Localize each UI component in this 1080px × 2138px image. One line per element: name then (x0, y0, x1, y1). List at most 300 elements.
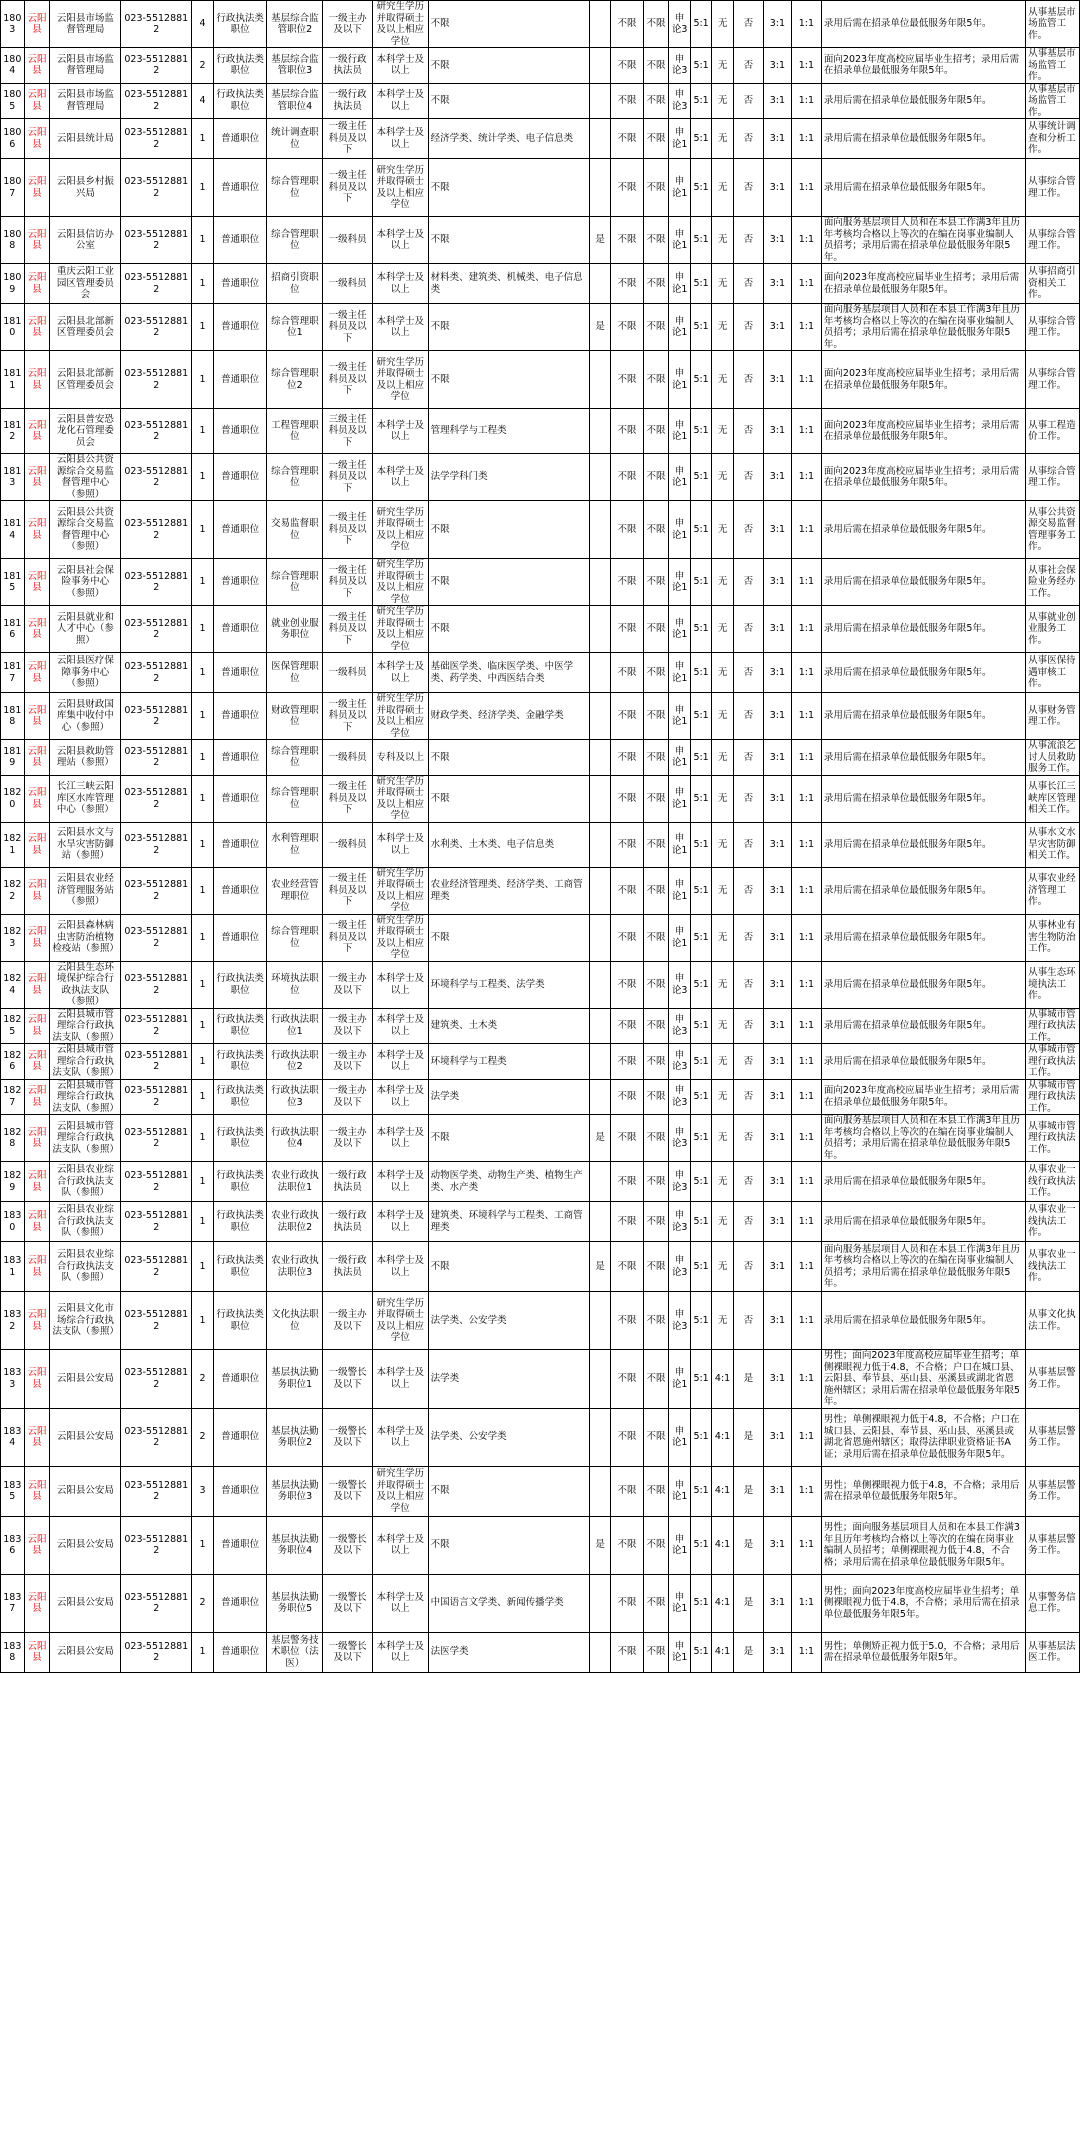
cell-physical-test: 否 (733, 693, 763, 740)
cell-quota: 1 (192, 1162, 213, 1202)
cell-county: 云阳县 (24, 653, 50, 693)
cell-post-level: 一级科员 (323, 822, 372, 867)
cell-post-name: 综合管理职位 (267, 740, 323, 776)
cell-post-category: 普通职位 (213, 1632, 267, 1672)
table-row (1, 351, 1080, 409)
cell-remarks: 录用后需在招录单位最低服务年限5年。 (821, 693, 1025, 740)
cell-remarks: 面向服务基层项目人员和在本县工作满3年且历年考核均合格以上等次的在编在岗事业编制人员招考；录用后需在招录单位最低服务年限5年。 (821, 304, 1025, 351)
cell-politics: 不限 (611, 264, 643, 304)
cell-post-category: 行政执法类职位 (213, 961, 267, 1008)
cell-major: 法学类、公安学类 (428, 1292, 589, 1350)
cell-politics: 不限 (611, 217, 643, 264)
cell-politics: 不限 (611, 961, 643, 1008)
cell-unit: 云阳县公安局 (50, 1516, 121, 1574)
cell-exam: 申论3 (669, 48, 690, 84)
cell-row-id: 1809 (1, 264, 25, 304)
cell-hire-ratio: 1:1 (791, 1242, 821, 1292)
cell-phone: 023-55128812 (121, 1632, 192, 1672)
cell-physical-test: 否 (733, 409, 763, 454)
cell-unit: 云阳县水文与水旱灾害防御站（参照） (50, 822, 121, 867)
cell-grassroots (589, 1, 610, 48)
cell-hire-ratio: 1:1 (791, 48, 821, 84)
cell-post-name: 综合管理职位 (267, 454, 323, 501)
cell-physical-test: 否 (733, 961, 763, 1008)
cell-physical-ratio: 4:1 (712, 1574, 733, 1632)
cell-row-id: 1817 (1, 653, 25, 693)
cell-post-level: 一级主任科员及以下 (323, 454, 372, 501)
table-row (1, 1350, 1080, 1409)
cell-quota: 1 (192, 1202, 213, 1242)
cell-post-level: 一级主任科员及以下 (323, 501, 372, 559)
table-row (1, 217, 1080, 264)
cell-physical-test: 否 (733, 1044, 763, 1080)
cell-remarks: 录用后需在招录单位最低服务年限5年。 (821, 1292, 1025, 1350)
cell-unit: 云阳县就业和人才中心（参照） (50, 606, 121, 653)
cell-major: 不限 (428, 217, 589, 264)
cell-post-level: 一级主办及以下 (323, 1115, 372, 1162)
cell-row-id: 1825 (1, 1008, 25, 1044)
cell-politics: 不限 (611, 501, 643, 559)
cell-check-ratio: 3:1 (763, 1466, 791, 1516)
cell-row-id: 1818 (1, 693, 25, 740)
cell-post-category: 普通职位 (213, 653, 267, 693)
cell-post-name: 行政执法职位3 (267, 1079, 323, 1115)
cell-experience: 不限 (643, 1466, 669, 1516)
cell-hire-ratio: 1:1 (791, 501, 821, 559)
cell-county: 云阳县 (24, 1162, 50, 1202)
cell-hire-ratio: 1:1 (791, 1044, 821, 1080)
cell-row-id: 1814 (1, 501, 25, 559)
cell-grassroots (589, 119, 610, 159)
cell-experience: 不限 (643, 867, 669, 914)
cell-duties: 从事基层警务工作。 (1026, 1350, 1080, 1409)
cell-physical-ratio: 4:1 (712, 1516, 733, 1574)
cell-education: 本科学士及以上 (372, 1350, 428, 1409)
cell-physical-test: 是 (733, 1408, 763, 1466)
table-row (1, 1292, 1080, 1350)
cell-post-level: 一级主任科员及以下 (323, 559, 372, 606)
cell-unit: 云阳县城市管理综合行政执法支队（参照） (50, 1008, 121, 1044)
cell-politics: 不限 (611, 1115, 643, 1162)
cell-exam: 申论1 (669, 606, 690, 653)
cell-check-ratio: 3:1 (763, 409, 791, 454)
cell-politics: 不限 (611, 1008, 643, 1044)
cell-quota: 1 (192, 867, 213, 914)
cell-interview-ratio: 5:1 (690, 606, 711, 653)
cell-county: 云阳县 (24, 159, 50, 217)
cell-unit: 云阳县市场监督管理局 (50, 83, 121, 119)
table-row (1, 1632, 1080, 1672)
cell-politics: 不限 (611, 1079, 643, 1115)
cell-hire-ratio: 1:1 (791, 159, 821, 217)
cell-physical-test: 否 (733, 1, 763, 48)
cell-check-ratio: 3:1 (763, 501, 791, 559)
cell-grassroots (589, 48, 610, 84)
cell-phone: 023-55128812 (121, 740, 192, 776)
cell-grassroots (589, 693, 610, 740)
cell-major: 不限 (428, 1242, 589, 1292)
cell-post-level: 一级行政执法员 (323, 83, 372, 119)
cell-phone: 023-55128812 (121, 559, 192, 606)
cell-interview-ratio: 5:1 (690, 775, 711, 822)
cell-quota: 1 (192, 653, 213, 693)
cell-education: 本科学士及以上 (372, 83, 428, 119)
cell-duties: 从事基层警务工作。 (1026, 1516, 1080, 1574)
table-row (1, 501, 1080, 559)
cell-remarks: 男性；面向服务基层项目人员和在本县工作满3年且历年考核均合格以上等次的在编在岗事业编制人员招考；单侧裸眼视力低于4.8，不合格；录用后需在招录单位最低服务年限5年。 (821, 1516, 1025, 1574)
cell-unit: 云阳县公安局 (50, 1350, 121, 1409)
cell-county: 云阳县 (24, 1008, 50, 1044)
cell-phone: 023-55128812 (121, 159, 192, 217)
cell-exam: 申论1 (669, 1466, 690, 1516)
cell-county: 云阳县 (24, 961, 50, 1008)
table-row (1, 653, 1080, 693)
cell-physical-ratio: 无 (712, 822, 733, 867)
cell-duties: 从事城市管理行政执法工作。 (1026, 1079, 1080, 1115)
cell-row-id: 1807 (1, 159, 25, 217)
cell-quota: 2 (192, 1350, 213, 1409)
cell-physical-ratio: 无 (712, 119, 733, 159)
cell-quota: 1 (192, 501, 213, 559)
cell-remarks: 男性；单侧裸眼视力低于4.8，不合格；户口在城口县、云阳县、奉节县、巫山县、巫溪县或湖北省恩施州辖区；取得法律职业资格证书A证；录用后需在招录单位最低服务年限5年。 (821, 1408, 1025, 1466)
cell-unit: 云阳县普安恐龙化石管理委员会 (50, 409, 121, 454)
cell-physical-ratio: 无 (712, 1292, 733, 1350)
cell-experience: 不限 (643, 501, 669, 559)
cell-grassroots (589, 1162, 610, 1202)
cell-physical-ratio: 无 (712, 409, 733, 454)
cell-post-level: 一级主任科员及以下 (323, 159, 372, 217)
cell-duties: 从事生态环境执法工作。 (1026, 961, 1080, 1008)
cell-experience: 不限 (643, 83, 669, 119)
cell-unit: 云阳县公安局 (50, 1632, 121, 1672)
table-row (1, 740, 1080, 776)
cell-major: 建筑类、环境科学与工程类、工商管理类 (428, 1202, 589, 1242)
cell-check-ratio: 3:1 (763, 1, 791, 48)
cell-physical-ratio: 4:1 (712, 1632, 733, 1672)
cell-duties: 从事基层市场监管工作。 (1026, 48, 1080, 84)
cell-physical-ratio: 无 (712, 775, 733, 822)
cell-post-level: 一级警长及以下 (323, 1466, 372, 1516)
cell-interview-ratio: 5:1 (690, 1044, 711, 1080)
cell-politics: 不限 (611, 559, 643, 606)
cell-duties: 从事文化执法工作。 (1026, 1292, 1080, 1350)
cell-quota: 1 (192, 693, 213, 740)
cell-post-category: 普通职位 (213, 1408, 267, 1466)
table-row (1, 1008, 1080, 1044)
cell-quota: 2 (192, 48, 213, 84)
cell-grassroots (589, 83, 610, 119)
cell-phone: 023-55128812 (121, 1292, 192, 1350)
cell-interview-ratio: 5:1 (690, 1292, 711, 1350)
cell-quota: 3 (192, 1466, 213, 1516)
cell-post-name: 行政执法职位2 (267, 1044, 323, 1080)
cell-post-category: 行政执法类职位 (213, 1115, 267, 1162)
cell-experience: 不限 (643, 1079, 669, 1115)
cell-post-name: 工程管理职位 (267, 409, 323, 454)
cell-county: 云阳县 (24, 1044, 50, 1080)
cell-major: 不限 (428, 1115, 589, 1162)
table-row (1, 83, 1080, 119)
cell-county: 云阳县 (24, 1079, 50, 1115)
cell-interview-ratio: 5:1 (690, 867, 711, 914)
cell-post-name: 基层综合监管职位2 (267, 1, 323, 48)
cell-quota: 1 (192, 1115, 213, 1162)
cell-duties: 从事财务管理工作。 (1026, 693, 1080, 740)
cell-post-level: 一级主任科员及以下 (323, 606, 372, 653)
cell-physical-test: 否 (733, 1202, 763, 1242)
cell-county: 云阳县 (24, 1115, 50, 1162)
cell-physical-ratio: 无 (712, 159, 733, 217)
cell-phone: 023-55128812 (121, 1044, 192, 1080)
cell-post-name: 综合管理职位 (267, 914, 323, 961)
cell-physical-ratio: 无 (712, 501, 733, 559)
cell-county: 云阳县 (24, 454, 50, 501)
cell-interview-ratio: 5:1 (690, 1466, 711, 1516)
cell-post-name: 基层执法勤务职位4 (267, 1516, 323, 1574)
cell-post-level: 一级主任科员及以下 (323, 304, 372, 351)
cell-quota: 1 (192, 217, 213, 264)
cell-experience: 不限 (643, 914, 669, 961)
cell-county: 云阳县 (24, 1516, 50, 1574)
cell-interview-ratio: 5:1 (690, 1162, 711, 1202)
cell-post-level: 一级科员 (323, 217, 372, 264)
cell-post-category: 行政执法类职位 (213, 1, 267, 48)
cell-interview-ratio: 5:1 (690, 1350, 711, 1409)
cell-grassroots (589, 501, 610, 559)
table-row (1, 1, 1080, 48)
cell-politics: 不限 (611, 867, 643, 914)
cell-county: 云阳县 (24, 217, 50, 264)
cell-check-ratio: 3:1 (763, 119, 791, 159)
cell-county: 云阳县 (24, 1242, 50, 1292)
cell-county: 云阳县 (24, 351, 50, 409)
cell-experience: 不限 (643, 351, 669, 409)
cell-county: 云阳县 (24, 1466, 50, 1516)
cell-physical-ratio: 无 (712, 867, 733, 914)
cell-politics: 不限 (611, 454, 643, 501)
cell-check-ratio: 3:1 (763, 217, 791, 264)
cell-post-name: 农业经营管理职位 (267, 867, 323, 914)
cell-politics: 不限 (611, 409, 643, 454)
cell-row-id: 1835 (1, 1466, 25, 1516)
cell-interview-ratio: 5:1 (690, 1008, 711, 1044)
cell-quota: 1 (192, 559, 213, 606)
cell-county: 云阳县 (24, 119, 50, 159)
cell-post-level: 一级警长及以下 (323, 1350, 372, 1409)
cell-remarks: 面向服务基层项目人员和在本县工作满3年且历年考核均合格以上等次的在编在岗事业编制人员招考；录用后需在招录单位最低服务年限5年。 (821, 1115, 1025, 1162)
cell-post-level: 一级主办及以下 (323, 1044, 372, 1080)
cell-politics: 不限 (611, 740, 643, 776)
cell-post-name: 综合管理职位1 (267, 304, 323, 351)
cell-remarks: 录用后需在招录单位最低服务年限5年。 (821, 1, 1025, 48)
cell-experience: 不限 (643, 1008, 669, 1044)
cell-quota: 4 (192, 83, 213, 119)
cell-interview-ratio: 5:1 (690, 48, 711, 84)
cell-politics: 不限 (611, 1162, 643, 1202)
cell-physical-ratio: 无 (712, 653, 733, 693)
cell-post-name: 基层执法勤务职位3 (267, 1466, 323, 1516)
cell-row-id: 1831 (1, 1242, 25, 1292)
cell-education: 本科学士及以上 (372, 1162, 428, 1202)
cell-major: 不限 (428, 48, 589, 84)
cell-education: 本科学士及以上 (372, 1044, 428, 1080)
cell-row-id: 1819 (1, 740, 25, 776)
cell-county: 云阳县 (24, 606, 50, 653)
cell-interview-ratio: 5:1 (690, 1516, 711, 1574)
table-row (1, 1044, 1080, 1080)
cell-county: 云阳县 (24, 1408, 50, 1466)
cell-grassroots: 是 (589, 1242, 610, 1292)
cell-remarks: 面向2023年度高校应届毕业生招考；录用后需在招录单位最低服务年限5年。 (821, 264, 1025, 304)
table-row (1, 454, 1080, 501)
cell-experience: 不限 (643, 48, 669, 84)
cell-major: 中国语言文学类、新闻传播学类 (428, 1574, 589, 1632)
cell-education: 本科学士及以上 (372, 653, 428, 693)
cell-exam: 申论3 (669, 83, 690, 119)
cell-remarks: 录用后需在招录单位最低服务年限5年。 (821, 740, 1025, 776)
cell-post-category: 普通职位 (213, 1574, 267, 1632)
cell-interview-ratio: 5:1 (690, 961, 711, 1008)
cell-unit: 云阳县公共资源综合交易监督管理中心（参照） (50, 501, 121, 559)
cell-row-id: 1816 (1, 606, 25, 653)
cell-major: 不限 (428, 1516, 589, 1574)
cell-check-ratio: 3:1 (763, 1242, 791, 1292)
cell-unit: 云阳县市场监督管理局 (50, 48, 121, 84)
cell-post-level: 一级警长及以下 (323, 1408, 372, 1466)
cell-grassroots (589, 1350, 610, 1409)
cell-exam: 申论1 (669, 351, 690, 409)
cell-major: 不限 (428, 83, 589, 119)
cell-politics: 不限 (611, 83, 643, 119)
cell-education: 研究生学历并取得硕士及以上相应学位 (372, 159, 428, 217)
cell-politics: 不限 (611, 693, 643, 740)
cell-post-name: 交易监督职位 (267, 501, 323, 559)
cell-physical-ratio: 无 (712, 1162, 733, 1202)
cell-post-level: 一级行政执法员 (323, 1162, 372, 1202)
cell-phone: 023-55128812 (121, 48, 192, 84)
cell-education: 本科学士及以上 (372, 264, 428, 304)
cell-physical-test: 否 (733, 119, 763, 159)
cell-duties: 从事统计调查和分析工作。 (1026, 119, 1080, 159)
cell-hire-ratio: 1:1 (791, 1408, 821, 1466)
cell-physical-test: 是 (733, 1574, 763, 1632)
cell-remarks: 男性；单侧裸眼视力低于4.8，不合格；录用后需在招录单位最低服务年限5年。 (821, 1466, 1025, 1516)
cell-hire-ratio: 1:1 (791, 1516, 821, 1574)
cell-unit: 云阳县农业综合行政执法支队（参照） (50, 1242, 121, 1292)
cell-interview-ratio: 5:1 (690, 83, 711, 119)
cell-quota: 1 (192, 409, 213, 454)
cell-check-ratio: 3:1 (763, 83, 791, 119)
cell-quota: 1 (192, 159, 213, 217)
table-row (1, 1162, 1080, 1202)
cell-check-ratio: 3:1 (763, 1408, 791, 1466)
cell-quota: 2 (192, 1574, 213, 1632)
cell-hire-ratio: 1:1 (791, 409, 821, 454)
cell-unit: 云阳县财政国库集中收付中心（参照） (50, 693, 121, 740)
cell-major: 法医学类 (428, 1632, 589, 1672)
cell-check-ratio: 3:1 (763, 606, 791, 653)
cell-row-id: 1833 (1, 1350, 25, 1409)
cell-check-ratio: 3:1 (763, 961, 791, 1008)
cell-phone: 023-55128812 (121, 1242, 192, 1292)
cell-post-name: 基层执法勤务职位2 (267, 1408, 323, 1466)
cell-quota: 1 (192, 304, 213, 351)
cell-hire-ratio: 1:1 (791, 822, 821, 867)
table-row (1, 775, 1080, 822)
cell-post-category: 普通职位 (213, 1466, 267, 1516)
cell-check-ratio: 3:1 (763, 454, 791, 501)
cell-hire-ratio: 1:1 (791, 606, 821, 653)
cell-exam: 申论1 (669, 264, 690, 304)
cell-phone: 023-55128812 (121, 822, 192, 867)
cell-row-id: 1804 (1, 48, 25, 84)
cell-unit: 云阳县城市管理综合行政执法支队（参照） (50, 1079, 121, 1115)
cell-row-id: 1812 (1, 409, 25, 454)
cell-interview-ratio: 5:1 (690, 693, 711, 740)
cell-exam: 申论3 (669, 961, 690, 1008)
table-body (1, 1, 1080, 1673)
cell-experience: 不限 (643, 217, 669, 264)
cell-politics: 不限 (611, 914, 643, 961)
cell-experience: 不限 (643, 454, 669, 501)
cell-phone: 023-55128812 (121, 1115, 192, 1162)
cell-post-level: 一级警长及以下 (323, 1516, 372, 1574)
cell-duties: 从事就业创业服务工作。 (1026, 606, 1080, 653)
cell-physical-ratio: 4:1 (712, 1350, 733, 1409)
cell-post-name: 综合管理职位 (267, 559, 323, 606)
cell-exam: 申论1 (669, 217, 690, 264)
cell-phone: 023-55128812 (121, 606, 192, 653)
cell-interview-ratio: 5:1 (690, 1574, 711, 1632)
cell-education: 研究生学历并取得硕士及以上相应学位 (372, 351, 428, 409)
cell-physical-ratio: 无 (712, 83, 733, 119)
cell-county: 云阳县 (24, 822, 50, 867)
cell-phone: 023-55128812 (121, 1466, 192, 1516)
cell-exam: 申论1 (669, 653, 690, 693)
cell-row-id: 1829 (1, 1162, 25, 1202)
cell-remarks: 录用后需在招录单位最低服务年限5年。 (821, 1044, 1025, 1080)
cell-physical-ratio: 无 (712, 1079, 733, 1115)
cell-check-ratio: 3:1 (763, 867, 791, 914)
cell-county: 云阳县 (24, 1632, 50, 1672)
cell-check-ratio: 3:1 (763, 1350, 791, 1409)
cell-major: 水利类、土木类、电子信息类 (428, 822, 589, 867)
cell-row-id: 1813 (1, 454, 25, 501)
cell-experience: 不限 (643, 119, 669, 159)
table-row (1, 48, 1080, 84)
cell-phone: 023-55128812 (121, 409, 192, 454)
cell-quota: 1 (192, 454, 213, 501)
cell-hire-ratio: 1:1 (791, 559, 821, 606)
cell-hire-ratio: 1:1 (791, 914, 821, 961)
cell-check-ratio: 3:1 (763, 1079, 791, 1115)
cell-phone: 023-55128812 (121, 304, 192, 351)
cell-major: 不限 (428, 351, 589, 409)
cell-duties: 从事综合管理工作。 (1026, 304, 1080, 351)
cell-education: 本科学士及以上 (372, 822, 428, 867)
table-row (1, 822, 1080, 867)
cell-experience: 不限 (643, 1350, 669, 1409)
table-row (1, 693, 1080, 740)
cell-physical-ratio: 无 (712, 454, 733, 501)
cell-exam: 申论1 (669, 1408, 690, 1466)
cell-quota: 1 (192, 606, 213, 653)
cell-major: 法学类 (428, 1350, 589, 1409)
cell-quota: 1 (192, 1008, 213, 1044)
cell-education: 研究生学历并取得硕士及以上相应学位 (372, 1292, 428, 1350)
cell-physical-ratio: 无 (712, 1008, 733, 1044)
cell-row-id: 1810 (1, 304, 25, 351)
